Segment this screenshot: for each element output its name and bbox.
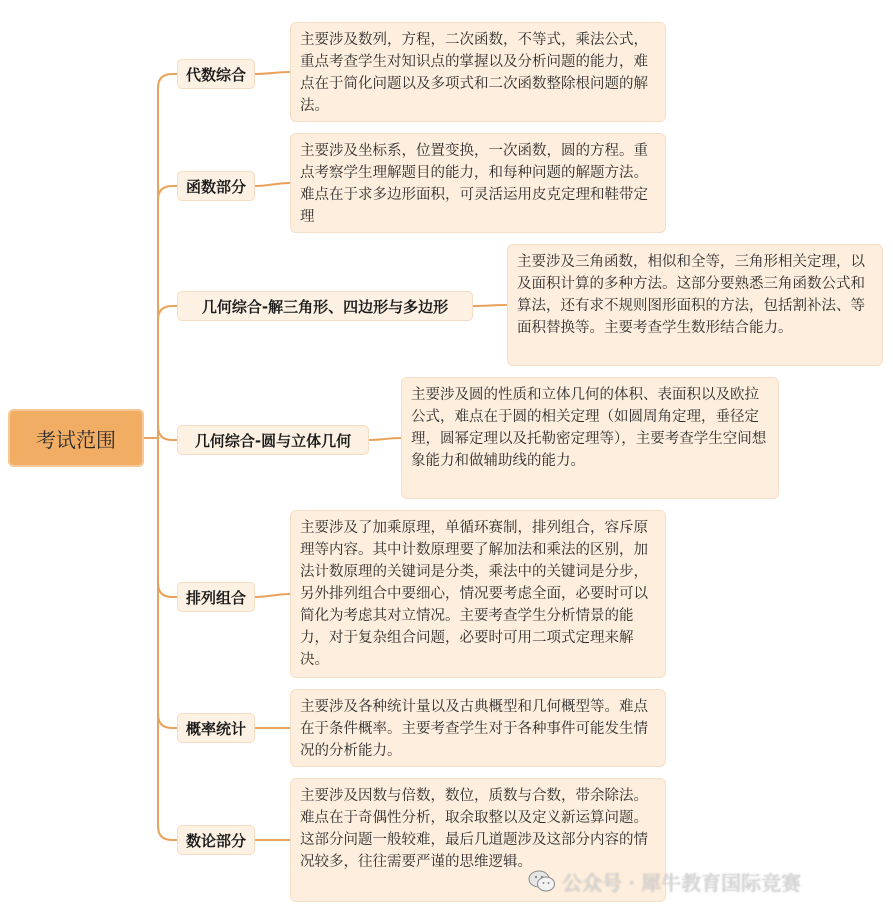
branch-description-probability-statistics xyxy=(290,689,666,767)
description-text: 主要涉及因数与倍数，数位，质数与合数，带余除法。难点在于奇偶性分析，取余取整以及定义新运算问题。这部分问题一般较难，最后几道题涉及这部分内容的情况较多，往往需要严谨的思维逻辑。 xyxy=(300,788,648,870)
branch-label: 排列组合 xyxy=(185,588,246,607)
branch-description-geometry-polygons xyxy=(507,244,883,366)
branch-connector xyxy=(158,306,177,438)
branch-label: 概率统计 xyxy=(185,719,246,738)
branch-node-algebra xyxy=(177,59,255,89)
root-node xyxy=(8,409,144,467)
branch-node-geometry-polygons xyxy=(177,291,473,321)
branch-label: 几何综合-圆与立体几何 xyxy=(194,431,352,450)
branch-connector xyxy=(158,438,177,597)
branch-node-geometry-circles-solids xyxy=(177,425,369,455)
branch-label: 函数部分 xyxy=(185,177,246,196)
branch-description-combinatorics xyxy=(290,510,666,678)
description-connector xyxy=(255,183,290,186)
description-connector xyxy=(369,438,401,440)
branch-label: 代数综合 xyxy=(185,65,246,84)
branch-label: 几何综合-解三角形、四边形与多边形 xyxy=(201,297,449,316)
description-connector xyxy=(255,72,290,74)
branch-connector xyxy=(158,438,177,728)
description-text: 主要涉及数列，方程，二次函数，不等式，乘法公式，重点考查学生对知识点的掌握以及分析问题的能力，难点在于简化问题以及多项式和二次函数整除根问题的解法。 xyxy=(300,32,648,114)
root-label: 考试范围 xyxy=(36,427,116,452)
watermark xyxy=(528,866,801,896)
branch-node-functions xyxy=(177,171,255,201)
branch-description-functions xyxy=(290,133,666,233)
description-text: 主要涉及坐标系，位置变换，一次函数，圆的方程。重点考察学生理解题目的能力，和每种问题的解题方法。难点在于求多边形面积，可灵活运用皮克定理和鞋带定理 xyxy=(300,143,648,225)
branch-connector xyxy=(158,74,177,438)
branch-description-geometry-circles-solids xyxy=(401,377,779,499)
branch-node-number-theory xyxy=(177,825,255,855)
branch-connector xyxy=(158,426,177,440)
description-text: 主要涉及三角函数，相似和全等，三角形相关定理，以及面积计算的多种方法。这部分要熟悉三角函数公式和算法，还有求不规则图形面积的方法，包括割补法、等面积替换等。主要考查学生数形结合能力。 xyxy=(517,254,865,336)
branch-node-probability-statistics xyxy=(177,713,255,743)
watermark-text: 公众号 · 犀牛教育国际竞赛 xyxy=(562,870,802,895)
description-text: 主要涉及了加乘原理，单循环赛制，排列组合，容斥原理等内容。其中计数原理要了解加法和乘法的区别，加法计数原理的关键词是分类，乘法中的关键词是分步，另外排列组合中要细心，情况要考虑全面，必要时可以简化为考虑其对立情况。主要考查学生分析情景的能力，对于复杂组合问题，必要时可用二项式定理来解决。 xyxy=(300,520,648,668)
description-connector xyxy=(255,594,290,597)
description-text: 主要涉及圆的性质和立体几何的体积、表面积以及欧拉公式，难点在于圆的相关定理（如圆周角定理，垂径定理，圆幂定理以及托勒密定理等），主要考查学生空间想象能力和做辅助线的能力。 xyxy=(411,387,767,469)
branch-label: 数论部分 xyxy=(185,831,246,850)
description-text: 主要涉及各种统计量以及古典概型和几何概型等。难点在于条件概率。主要考查学生对于各种事件可能发生情况的分析能力。 xyxy=(300,699,648,759)
branch-connector xyxy=(158,438,177,840)
wechat-icon xyxy=(528,869,556,893)
branch-description-algebra xyxy=(290,22,666,122)
description-connector xyxy=(473,305,507,306)
branch-node-combinatorics xyxy=(177,582,255,612)
